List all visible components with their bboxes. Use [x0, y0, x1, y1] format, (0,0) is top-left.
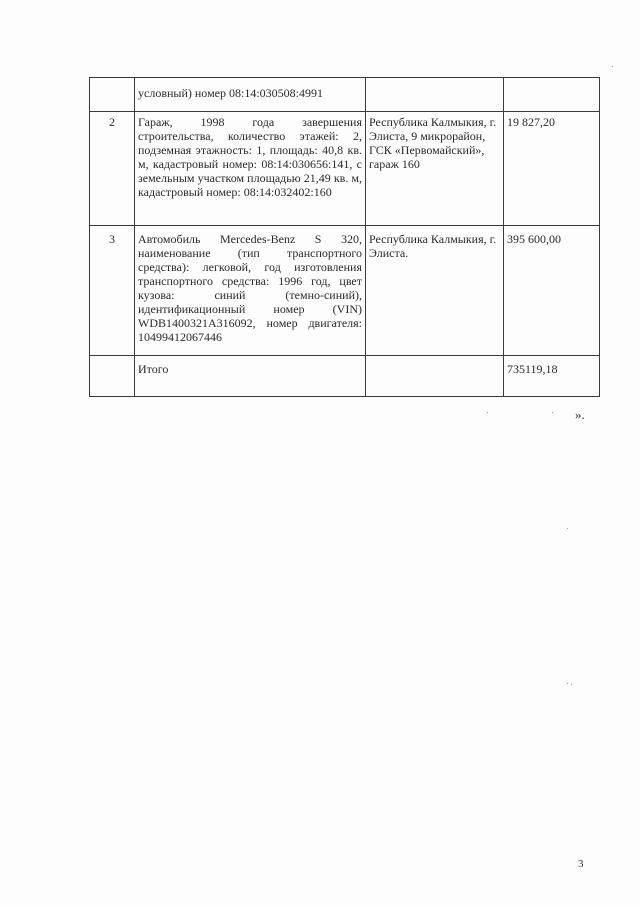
table-row — [90, 112, 600, 226]
table-row — [90, 78, 600, 112]
property-location: Республика Калмыкия, г. Элиста. — [366, 226, 504, 356]
scan-speck — [567, 683, 568, 684]
scan-speck — [567, 528, 568, 529]
scan-speck — [571, 684, 572, 685]
closing-quote: ». — [575, 407, 585, 422]
total-label: Итого — [135, 356, 366, 397]
property-description: условный) номер 08:14:030508:4991 — [135, 78, 366, 112]
property-table — [89, 77, 600, 397]
property-location — [366, 356, 504, 397]
row-number: 3 — [90, 226, 135, 356]
property-value: 395 600,00 — [504, 226, 600, 356]
property-location — [366, 78, 504, 112]
row-number — [90, 78, 135, 112]
total-value: 735119,18 — [504, 356, 600, 397]
table-row — [90, 226, 600, 356]
scan-speck — [487, 412, 488, 413]
row-number: 2 — [90, 112, 135, 226]
property-value — [504, 78, 600, 112]
scan-speck — [552, 412, 553, 413]
row-number — [90, 356, 135, 397]
table-row-total — [90, 356, 600, 397]
scan-speck — [612, 66, 613, 67]
property-value: 19 827,20 — [504, 112, 600, 226]
page-number: 3 — [578, 858, 584, 870]
property-description: Гараж, 1998 года завершения строительства, количество этажей: 2, подземная этажность: 1, площадь: 40,8 кв. м, кадастровый номер: 08:14:030656:141, с земельным участком площадью 21,49 кв. м, кадастровый номер: 08:14:032402:160 — [135, 112, 366, 226]
property-description: Автомобиль Mercedes-Benz S 320, наименование (тип транспортного средства): легковой, год изготовления транспортного средства: 1996 год, цвет кузова: синий (темно-синий), идентификационный номер (VIN) WDB1400321A316092, номер двигателя: 10499412067446 — [135, 226, 366, 356]
property-location: Республика Калмыкия, г. Элиста, 9 микрорайон, ГСК «Первомайский», гараж 160 — [366, 112, 504, 226]
